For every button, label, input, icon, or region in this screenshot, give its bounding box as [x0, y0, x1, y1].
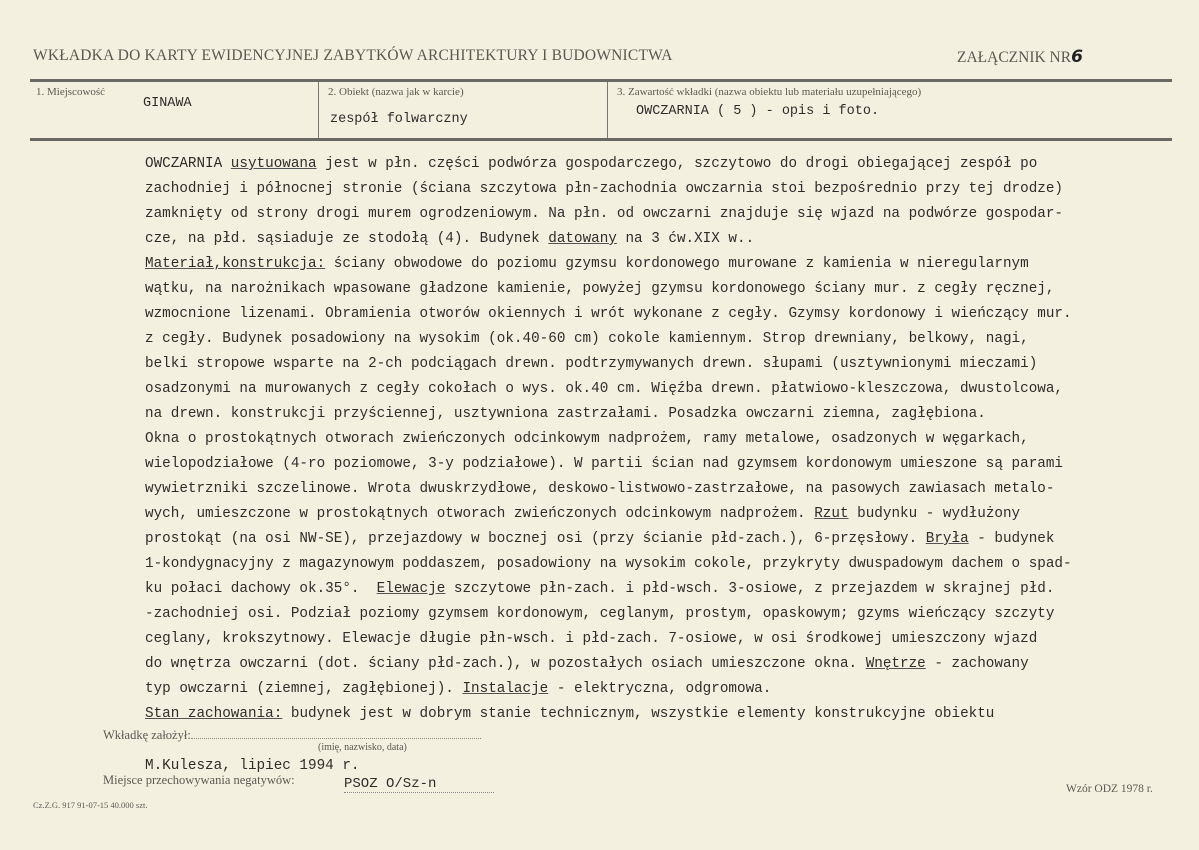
underlined-heading: Materiał,konstrukcja: [145, 256, 326, 272]
text-line [145, 202, 1072, 227]
negatives-value-text: PSOZ O/Sz-n [344, 776, 494, 793]
form-title: WKŁADKA DO KARTY EWIDENCYJNEJ ZABYTKÓW ARCHITEKTURY I BUDOWNICTWA [33, 47, 673, 64]
text-segment: wielopodziałowe (4-ro poziomowe, 3-y podziałowe). W partii ścian nad gzymsem kordonowym umieszone są parami [145, 456, 1064, 472]
object-label: 2. Obiekt (nazwa jak w karcie) [328, 86, 464, 98]
bottom-rule [30, 138, 1172, 141]
text-line [145, 677, 1072, 702]
underlined-heading: Rzut [814, 506, 849, 522]
text-segment: prostokąt (na osi NW-SE), przejazdowy w bocznej osi (przy ścianie płd-zach.), 6-przęsłowy. [145, 531, 926, 547]
text-segment: ceglany, krokszytnowy. Elewacje długie płn-wsch. i płd-zach. 7-osiowe, w osi środkowej umieszczony wjazd [145, 631, 1038, 647]
text-segment: 1-kondygnacyjny z magazynowym poddaszem, posadowiony na wysokim cokole, przykryty dwuspadowym dachem o spad- [145, 556, 1072, 572]
author-label-text: Wkładkę założył: [103, 728, 191, 742]
text-segment: z cegły. Budynek posadowiony na wysokim (ok.40-60 cm) cokole kamiennym. Strop drewniany, belkowy, nagi, [145, 331, 1029, 347]
text-segment: -zachodniej osi. Podział poziomy gzymsem kordonowym, ceglanym, prostym, opaskowym; gzyms wieńczący szczyty [145, 606, 1055, 622]
underlined-heading: usytuowana [230, 156, 317, 172]
negatives-label: Miejsce przechowywania negatywów: [103, 773, 295, 787]
text-line [145, 702, 1072, 727]
text-segment: OWCZARNIA [145, 156, 231, 172]
author-dotted-line [191, 738, 481, 739]
text-line [145, 527, 1072, 552]
description-text [145, 152, 1072, 727]
annex-label-text: ZAŁĄCZNIK NR [957, 49, 1072, 66]
text-line [145, 402, 1072, 427]
object-value: zespół folwarczny [330, 112, 468, 127]
underlined-heading: Stan zachowania: [145, 706, 283, 722]
template-label: Wzór ODZ 1978 r. [1066, 783, 1153, 795]
content-value: OWCZARNIA ( 5 ) - opis i foto. [636, 104, 880, 119]
text-line [145, 377, 1072, 402]
annex-label [957, 47, 1083, 67]
text-segment: wywietrzniki szczelinowe. Wrota dwuskrzydłowe, deskowo-listwowo-zastrzałowe, na pasowych zawiasach metalo- [145, 481, 1055, 497]
text-line [145, 277, 1072, 302]
underlined-heading: Wnętrze [865, 656, 926, 672]
text-segment: na drewn. konstrukcji przyściennej, usztywniona zastrzałami. Posadzka owczarni ziemna, zagłębiona. [145, 406, 986, 422]
text-segment: budynek jest w dobrym stanie technicznym, wszystkie elementy konstrukcyjne obiektu [282, 706, 995, 722]
text-line [145, 577, 1072, 602]
text-line [145, 227, 1072, 252]
locality-label: 1. Miejscowość [36, 86, 106, 98]
text-segment: typ owczarni (ziemnej, zagłębionej). [145, 681, 463, 697]
text-segment: budynku - wydłużony [848, 506, 1021, 522]
text-line [145, 552, 1072, 577]
text-segment: zachodniej i północnej stronie (ściana szczytowa płn-zachodnia owczarnia stoi bezpośrednio przy tej drodze) [145, 181, 1064, 197]
underlined-heading: Instalacje [462, 681, 549, 697]
text-line [145, 152, 1072, 177]
text-segment: wych, umieszczone w prostokątnych otworach zwieńczonych odcinkowym nadprożem. [145, 506, 815, 522]
author-hint: (imię, nazwisko, data) [318, 742, 407, 753]
text-segment: do wnętrza owczarni (dot. ściany płd-zach.), w pozostałych osiach umieszczone okna. [145, 656, 866, 672]
text-line [145, 327, 1072, 352]
text-line [145, 352, 1072, 377]
text-line [145, 627, 1072, 652]
divider [607, 82, 608, 138]
text-segment: cze, na płd. sąsiaduje ze stodołą (4). Budynek [145, 231, 549, 247]
text-line [145, 177, 1072, 202]
text-line [145, 302, 1072, 327]
text-segment: - elektryczna, odgromowa. [548, 681, 772, 697]
text-segment: ku połaci dachowy ok.35°. [145, 581, 377, 597]
text-segment: jest w płn. części podwórza gospodarczego, szczytowo do drogi obiegającej zespół po [316, 156, 1038, 172]
text-segment: ściany obwodowe do poziomu gzymsu kordonowego murowane z kamienia w nieregularnym [325, 256, 1029, 272]
text-line [145, 477, 1072, 502]
divider [318, 82, 319, 138]
author-value: M.Kulesza, lipiec 1994 r. [145, 758, 360, 774]
text-segment: belki stropowe wsparte na 2-ch podciągach drewn. podtrzymywanych drewn. słupami (usztywnionymi mieczami) [145, 356, 1038, 372]
top-rule [30, 79, 1172, 82]
underlined-heading: Elewacje [376, 581, 446, 597]
author-label [103, 728, 481, 743]
text-line [145, 252, 1072, 277]
text-segment: - zachowany [925, 656, 1029, 672]
underlined-heading: Bryła [925, 531, 969, 547]
text-segment: - budynek [968, 531, 1055, 547]
text-line [145, 502, 1072, 527]
locality-value: GINAWA [143, 96, 192, 111]
text-line [145, 602, 1072, 627]
text-line [145, 452, 1072, 477]
text-segment: wzmocnione lizenami. Obramienia otworów okiennych i wrót wykonane z cegły. Gzymsy kordonowy i wieńczący mur. [145, 306, 1072, 322]
text-segment: osadzonymi na murowanych z cegły cokołach o wys. ok.40 cm. Więźba drewn. płatwiowo-kleszczowa, dwustolcowa, [145, 381, 1064, 397]
text-line [145, 652, 1072, 677]
text-segment: Okna o prostokątnych otworach zwieńczonych odcinkowym nadprożem, ramy metalowe, osadzonych w węgarkach, [145, 431, 1029, 447]
text-segment: zamknięty od strony drogi murem ogrodzeniowym. Na płn. od owczarni znajduje się wjazd na podwórze gospodar- [145, 206, 1064, 222]
text-segment: wątku, na narożnikach wpasowane gładzone kamienie, powyżej gzymsu kordonowego ściany mur. z cegły ręcznej, [145, 281, 1055, 297]
text-segment: szczytowe płn-zach. i płd-wsch. 3-osiowe, z przejazdem w skrajnej płd. [445, 581, 1055, 597]
text-segment: na 3 ćw.XIX w.. [616, 231, 755, 247]
print-info: Cz.Z.G. 917 91-07-15 40.000 szt. [33, 800, 148, 810]
negatives-value [344, 776, 494, 793]
annex-number: 6 [1071, 47, 1083, 67]
underlined-heading: datowany [548, 231, 617, 247]
content-label: 3. Zawartość wkładki (nazwa obiektu lub materiału uzupełniającego) [617, 86, 922, 98]
text-line [145, 427, 1072, 452]
